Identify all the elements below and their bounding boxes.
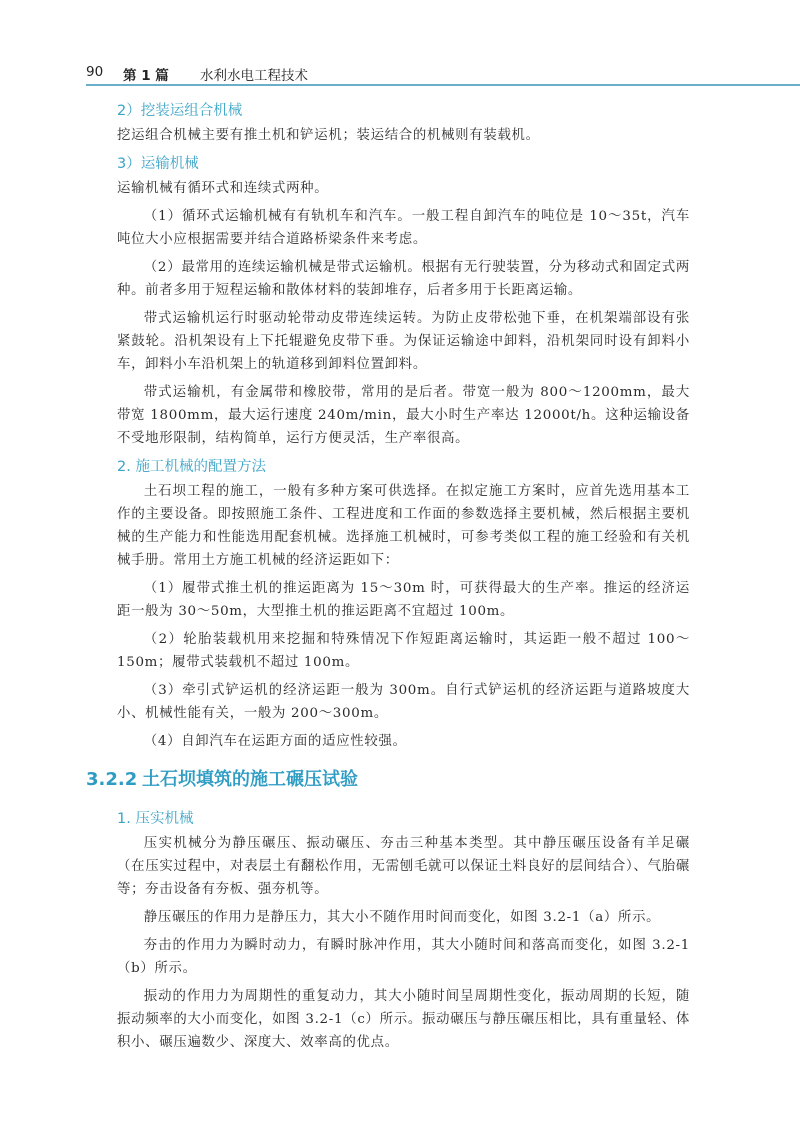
paragraph: 运输机械有循环式和连续式两种。: [117, 181, 329, 196]
header-rule: [86, 84, 800, 86]
paragraph: （1）履带式推土机的推运距离为 15～30m 时，可获得最大的生产率。推运的经济运距一般为 30～50m，大型推土机的推运距离不宜超过 100m。: [117, 581, 690, 619]
paragraph: 静压碾压的作用力是静压力，其大小不随作用时间而变化，如图 3.2-1（a）所示。: [143, 910, 661, 925]
paragraph: 压实机械分为静压碾压、振动碾压、夯击三种基本类型。其中静压碾压设备有羊足碾（在压实过程中，对表层土有翻松作用，无需刨毛就可以保证土料良好的层间结合）、气胎碾等；夯击设备有夯板、强夯机等。: [117, 836, 690, 897]
paragraph: （4）自卸汽车在运距方面的适应性较强。: [143, 734, 407, 749]
paragraph: 带式运输机运行时驱动轮带动皮带连续运转。为防止皮带松弛下垂，在机架端部设有张紧鼓轮。沿机架设有上下托辊避免皮带下垂。为保证运输途中卸料，沿机架同时设有卸料小车，卸料小车沿机架上的轨道移到卸料位置卸料。: [117, 311, 690, 372]
book-title: 水利水电工程技术: [200, 68, 308, 84]
heading-yashi: 1. 压实机械: [117, 811, 194, 827]
heading-yunshu: 3）运输机械: [117, 156, 199, 172]
section-title: 土石坝填筑的施工碾压试验: [142, 769, 358, 790]
paragraph: 土石坝工程的施工，一般有多种方案可供选择。在拟定施工方案时，应首先选用基本工作的主要设备。即按照施工条件、工程进度和工作面的参数选择主要机械，然后根据主要机械的生产能力和性能选用配套机械。选择施工机械时，可参考类似工程的施工经验和有关机械手册。常用土方施工机械的经济运距如下：: [117, 484, 690, 568]
paragraph: （1）循环式运输机械有有轨机车和汽车。一般工程自卸汽车的吨位是 10～35t，汽车吨位大小应根据需要并结合道路桥梁条件来考虑。: [117, 209, 690, 247]
part-label: 第 1 篇: [123, 68, 169, 84]
page-body: [86, 99, 690, 1059]
paragraph: 挖运组合机械主要有推土机和铲运机；装运结合的机械则有装载机。: [117, 128, 540, 143]
running-header: [86, 60, 800, 82]
heading-wazhuang: 2）挖装运组合机械: [117, 103, 243, 119]
heading-peizhi: 2. 施工机械的配置方法: [117, 459, 266, 475]
page-number: 90: [86, 64, 104, 80]
paragraph: （3）牵引式铲运机的经济运距一般为 300m。自行式铲运机的经济运距与道路坡度大小、机械性能有关，一般为 200～300m。: [117, 683, 690, 721]
paragraph: 振动的作用力为周期性的重复动力，其大小随时间呈周期性变化，振动周期的长短，随振动频率的大小而变化，如图 3.2-1（c）所示。振动碾压与静压碾压相比，具有重量轻、体积小、碾压遍数少、深度大、效率高的优点。: [117, 989, 690, 1050]
section-number: 3.2.2: [86, 769, 138, 790]
paragraph: 带式运输机，有金属带和橡胶带，常用的是后者。带宽一般为 800～1200mm，最大带宽 1800mm，最大运行速度 240m/min，最大小时生产率达 12000t/h。这种运输设备不受地形限制，结构简单，运行方便灵活，生产率很高。: [117, 385, 690, 446]
paragraph: 夯击的作用力为瞬时动力，有瞬时脉冲作用，其大小随时间和落高而变化，如图 3.2-1（b）所示。: [117, 938, 690, 976]
paragraph: （2）轮胎装载机用来挖掘和特殊情况下作短距离运输时，其运距一般不超过 100～150m；履带式装载机不超过 100m。: [117, 632, 690, 670]
section-heading: [86, 766, 690, 794]
paragraph: （2）最常用的连续运输机械是带式运输机。根据有无行驶装置，分为移动式和固定式两种。前者多用于短程运输和散体材料的装卸堆存，后者多用于长距离运输。: [117, 260, 690, 298]
